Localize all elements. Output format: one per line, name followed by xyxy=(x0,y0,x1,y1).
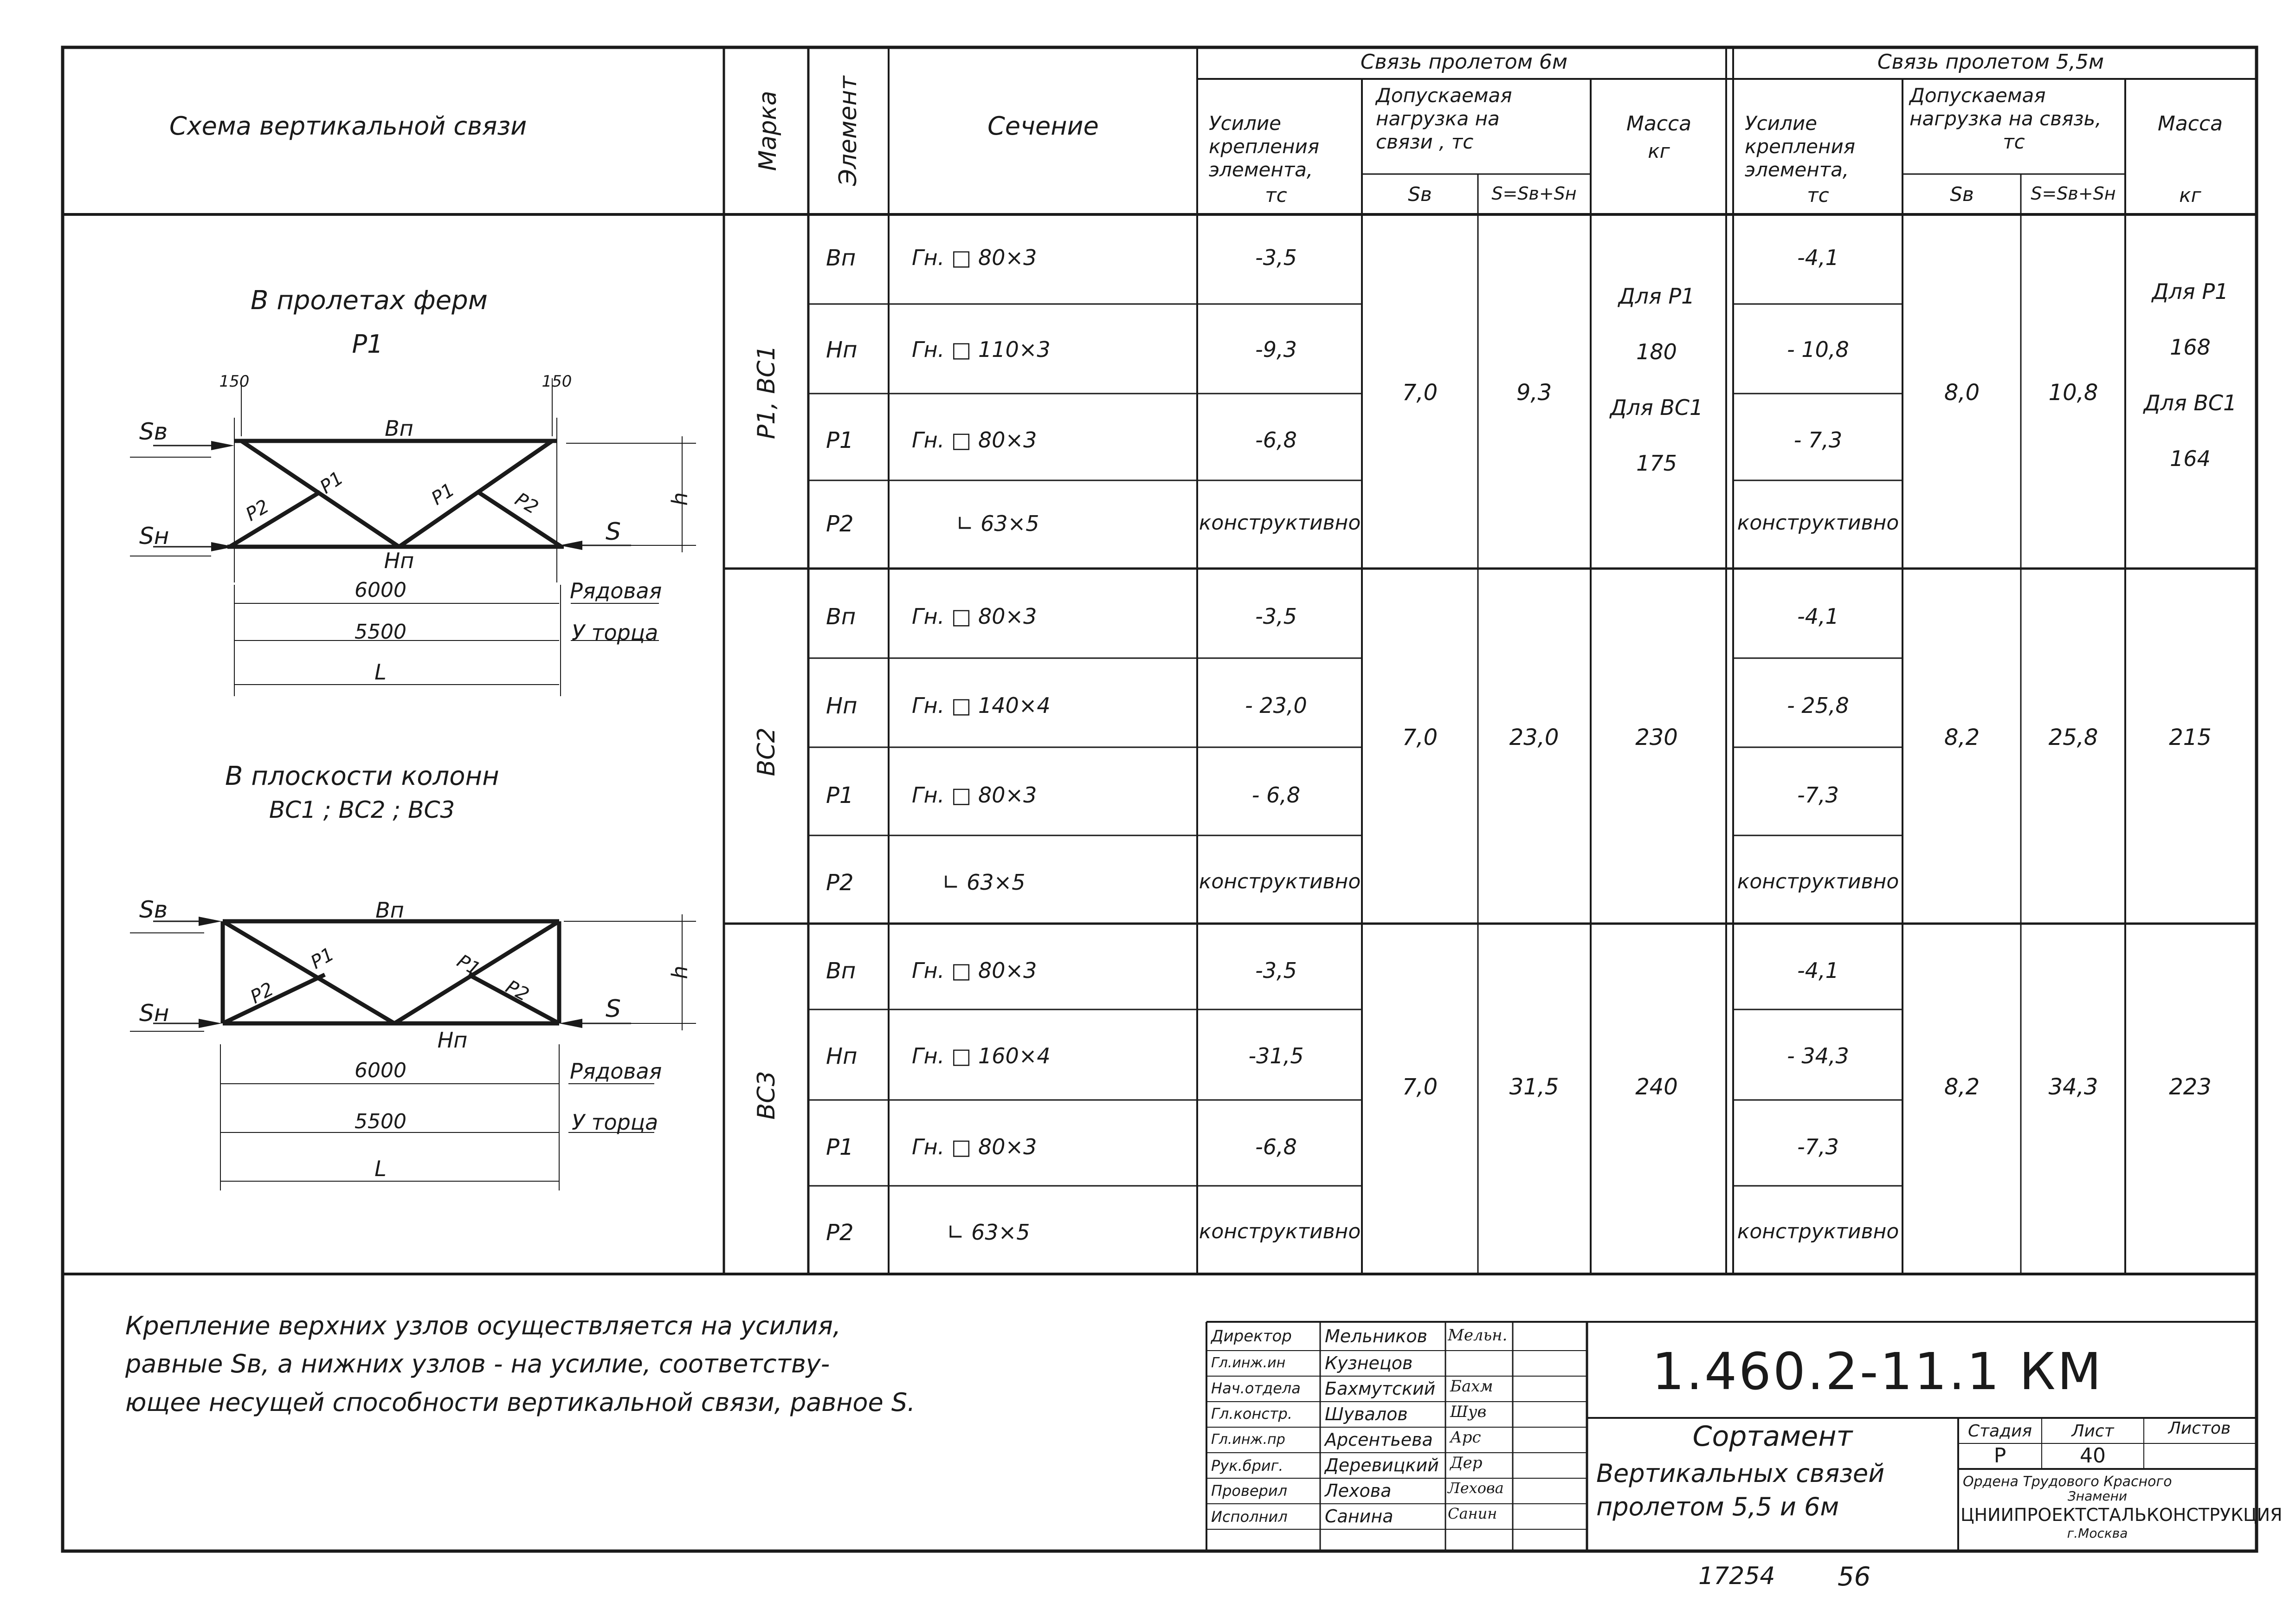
sv-55-header: Sв xyxy=(1950,183,1974,206)
g1-m55-l2: 168 xyxy=(2170,335,2211,360)
list-label: Лист xyxy=(2071,1422,2114,1441)
g3-r1-el: Вп xyxy=(826,958,856,984)
g1-r2-u6: -9,3 xyxy=(1255,337,1297,362)
org-city: г.Москва xyxy=(2067,1526,2128,1541)
g3-r1-sec: Гн. □ 80×3 xyxy=(912,958,1037,983)
dopusk-6-l1: Допускаемая xyxy=(1376,84,1512,107)
g1-m55-l1: Для Р1 xyxy=(2152,279,2229,304)
g1-r1-el: Вп xyxy=(826,245,856,271)
marka-g3: ВС3 xyxy=(753,1071,780,1120)
doc-code: 1.460.2-11.1 КМ xyxy=(1652,1342,2103,1401)
note-line-3: ющее несущей способности вертикальной связи, равное S. xyxy=(125,1388,916,1417)
g3-s6: 31,5 xyxy=(1509,1074,1559,1100)
g3-r2-u55: - 34,3 xyxy=(1787,1043,1849,1068)
g1-r4-u6: конструктивно xyxy=(1199,511,1361,535)
s-sum-6-header: S=Sв+Sн xyxy=(1491,183,1577,204)
g1-r3-el: Р1 xyxy=(826,427,854,453)
d1-sv: Sв xyxy=(139,418,168,445)
stamp-role-1: Директор xyxy=(1211,1327,1292,1345)
usilie-6-l1: Усилие xyxy=(1209,112,1281,135)
g3-r1-u6: -3,5 xyxy=(1255,958,1297,983)
d1-p1-left: Р1 xyxy=(316,467,348,498)
stamp-name-6: Деревицкий xyxy=(1325,1455,1439,1475)
footer-number-2: 56 xyxy=(1838,1562,1871,1592)
note-line-1: Крепление верхних узлов осуществляется на усилия, xyxy=(125,1311,841,1340)
d1-p1-right: Р1 xyxy=(427,479,459,510)
g3-r3-sec: Гн. □ 80×3 xyxy=(912,1134,1037,1159)
g2-sv55: 8,2 xyxy=(1944,724,1980,750)
usilie-55-l4: тс xyxy=(1807,184,1829,207)
d1-np: Нп xyxy=(384,548,414,573)
g1-m55-l3: Для ВС1 xyxy=(2143,390,2237,415)
g3-r2-el: Нп xyxy=(826,1043,858,1069)
g3-m55: 223 xyxy=(2169,1074,2212,1100)
stamp-signature-8: Санин xyxy=(1448,1505,1497,1522)
g2-r1-sec: Гн. □ 80×3 xyxy=(912,604,1037,629)
org-mid: Знамени xyxy=(2067,1488,2128,1504)
g1-r4-sec: ∟ 63×5 xyxy=(956,511,1039,536)
g1-m55-l4: 164 xyxy=(2170,446,2211,471)
g2-r1-u55: -4,1 xyxy=(1797,604,1839,629)
d2-p1-left: Р1 xyxy=(307,943,338,974)
d1-dim150b: 150 xyxy=(542,372,572,391)
d2-p1-right: Р1 xyxy=(453,950,484,981)
stamp-name-3: Бахмутский xyxy=(1325,1378,1436,1399)
d2-h: h xyxy=(667,965,692,979)
g1-r1-u6: -3,5 xyxy=(1255,245,1297,270)
g1-s6: 9,3 xyxy=(1516,380,1552,406)
g3-s55: 34,3 xyxy=(2048,1074,2098,1100)
d1-L: L xyxy=(374,660,387,685)
stamp-role-8: Исполнил xyxy=(1211,1508,1288,1526)
g1-r3-u55: - 7,3 xyxy=(1793,427,1843,453)
g2-s6: 23,0 xyxy=(1509,724,1559,750)
stamp-name-4: Шувалов xyxy=(1325,1404,1408,1424)
g1-r3-u6: -6,8 xyxy=(1255,427,1297,453)
g1-sv6: 7,0 xyxy=(1402,380,1438,406)
g1-r3-sec: Гн. □ 80×3 xyxy=(912,427,1037,453)
g3-r4-u55: конструктивно xyxy=(1737,1220,1899,1243)
dopusk-55-l1: Допускаемая xyxy=(1909,84,2046,107)
d1-sub: Р1 xyxy=(352,330,383,359)
stamp-name-1: Мельников xyxy=(1325,1326,1427,1346)
d1-p2-right: Р2 xyxy=(511,488,542,519)
g1-r4-u55: конструктивно xyxy=(1737,511,1899,535)
stamp-role-3: Нач.отдела xyxy=(1211,1379,1301,1397)
d2-6000: 6000 xyxy=(355,1059,406,1082)
g3-r4-sec: ∟ 63×5 xyxy=(947,1220,1030,1245)
g3-r1-u55: -4,1 xyxy=(1797,958,1839,983)
g2-r1-u6: -3,5 xyxy=(1255,604,1297,629)
stamp-signature-1: Мельн. xyxy=(1448,1326,1508,1345)
stadiya-value: Р xyxy=(1993,1444,2006,1468)
stamp-role-4: Гл.констр. xyxy=(1211,1405,1292,1423)
dopusk-55-l2: нагрузка на связь, xyxy=(1909,107,2102,130)
g3-r2-u6: -31,5 xyxy=(1248,1043,1304,1068)
stamp-signature-7: Лехова xyxy=(1448,1479,1504,1497)
stamp-name-8: Санина xyxy=(1325,1506,1393,1526)
stamp-name-2: Кузнецов xyxy=(1325,1353,1413,1373)
g3-r4-el: Р2 xyxy=(826,1220,854,1246)
g3-r2-sec: Гн. □ 160×4 xyxy=(912,1043,1051,1068)
d2-vp: Вп xyxy=(375,898,404,923)
d2-s: S xyxy=(606,995,621,1023)
stamp-signature-5: Арс xyxy=(1450,1428,1481,1447)
usilie-55-l2: крепления xyxy=(1745,135,1856,158)
g2-m6: 230 xyxy=(1635,724,1678,750)
d2-sub: ВС1 ; ВС2 ; ВС3 xyxy=(269,796,455,823)
stamp-role-7: Проверил xyxy=(1211,1482,1288,1500)
d1-h: h xyxy=(667,492,692,506)
d2-np: Нп xyxy=(437,1028,468,1053)
g2-r4-u55: конструктивно xyxy=(1737,870,1899,893)
g2-r3-sec: Гн. □ 80×3 xyxy=(912,783,1037,808)
d2-5500: 5500 xyxy=(355,1110,406,1133)
stamp-role-6: Рук.бриг. xyxy=(1211,1457,1283,1475)
g2-r3-el: Р1 xyxy=(826,783,854,808)
d1-p2-left: Р2 xyxy=(242,495,273,526)
g3-sv6: 7,0 xyxy=(1402,1074,1438,1100)
d1-dim150a: 150 xyxy=(219,372,250,391)
doc-title-2: Вертикальных связей xyxy=(1596,1459,1885,1488)
d2-p2-right: Р2 xyxy=(502,976,533,1006)
g2-sv6: 7,0 xyxy=(1402,724,1438,750)
g1-s55: 10,8 xyxy=(2048,380,2098,406)
stamp-role-2: Гл.инж.ин xyxy=(1211,1355,1286,1371)
g1-m6-l1: Для Р1 xyxy=(1618,284,1695,309)
list-value: 40 xyxy=(2080,1444,2106,1468)
massa-55-header: Масса xyxy=(2157,112,2223,136)
footer-number-1: 17254 xyxy=(1698,1562,1775,1590)
marka-g2: ВС2 xyxy=(753,727,780,776)
g2-m55: 215 xyxy=(2169,724,2212,750)
kg-55-header: кг xyxy=(2179,184,2201,207)
usilie-6-l3: элемента, xyxy=(1209,158,1313,181)
col-marka: Марка xyxy=(754,91,782,171)
g3-r3-u6: -6,8 xyxy=(1255,1134,1297,1159)
d1-s: S xyxy=(606,518,621,546)
dopusk-6-l3: связи , тс xyxy=(1376,130,1474,153)
d1-6000: 6000 xyxy=(355,578,406,602)
d2-L: L xyxy=(374,1156,387,1181)
d1-5500: 5500 xyxy=(355,620,406,644)
org-main: ЦНИИПРОЕКТСТАЛЬКОНСТРУКЦИЯ xyxy=(1961,1505,2283,1525)
g2-r4-u6: конструктивно xyxy=(1199,870,1361,893)
d1-u-torca: У торца xyxy=(572,620,658,645)
massa-6-header: Масса xyxy=(1626,112,1692,136)
doc-title-3: пролетом 5,5 и 6м xyxy=(1596,1492,1839,1521)
d1-sn: Sн xyxy=(139,523,169,550)
g2-r3-u55: -7,3 xyxy=(1797,783,1839,808)
usilie-55-l3: элемента, xyxy=(1745,158,1849,181)
stamp-signature-6: Дер xyxy=(1450,1454,1483,1472)
kg-6-header: кг xyxy=(1648,140,1670,162)
usilie-6-l4: тс xyxy=(1265,184,1287,207)
g2-r2-el: Нп xyxy=(826,693,858,719)
g3-r4-u6: конструктивно xyxy=(1199,1220,1361,1243)
stamp-signature-4: Шув xyxy=(1450,1403,1487,1421)
g2-r2-u6: - 23,0 xyxy=(1245,693,1307,718)
g1-m6-l4: 175 xyxy=(1636,451,1677,476)
g1-m6-l3: Для ВС1 xyxy=(1610,395,1703,420)
g2-r4-sec: ∟ 63×5 xyxy=(942,870,1025,895)
g3-sv55: 8,2 xyxy=(1944,1074,1980,1100)
g2-r2-u55: - 25,8 xyxy=(1787,693,1849,718)
group-55m-header: Связь пролетом 5,5м xyxy=(1877,50,2104,74)
stamp-role-5: Гл.инж.пр xyxy=(1211,1431,1285,1448)
listov-label: Листов xyxy=(2168,1419,2231,1438)
stamp-signature-3: Бахм xyxy=(1450,1377,1493,1396)
schema-title: Схема вертикальной связи xyxy=(169,111,527,141)
d2-sn: Sн xyxy=(139,1000,169,1027)
stamp-name-5: Арсентьева xyxy=(1325,1429,1433,1450)
g1-r2-sec: Гн. □ 110×3 xyxy=(912,337,1051,362)
g1-r2-el: Нп xyxy=(826,337,858,363)
g3-m6: 240 xyxy=(1635,1074,1678,1100)
sv-6-header: Sв xyxy=(1408,183,1432,206)
stamp-name-7: Лехова xyxy=(1325,1481,1392,1501)
stadiya-label: Стадия xyxy=(1967,1422,2032,1441)
g1-r1-sec: Гн. □ 80×3 xyxy=(912,245,1037,270)
note-line-2: равные Sв, а нижних узлов - на усилие, соответству- xyxy=(125,1349,830,1378)
d1-vp: Вп xyxy=(385,416,413,441)
g3-r3-el: Р1 xyxy=(826,1134,854,1160)
usilie-6-l2: крепления xyxy=(1209,135,1320,158)
g2-r3-u6: - 6,8 xyxy=(1251,783,1301,808)
g1-r1-u55: -4,1 xyxy=(1797,245,1839,270)
d1-title: В пролетах ферм xyxy=(251,285,488,316)
marka-g1: Р1, ВС1 xyxy=(753,345,780,440)
d2-sv: Sв xyxy=(139,896,168,923)
g2-r4-el: Р2 xyxy=(826,870,854,896)
g1-r4-el: Р2 xyxy=(826,511,854,537)
col-element: Элемент xyxy=(834,76,862,186)
group-6m-header: Связь пролетом 6м xyxy=(1360,50,1568,74)
dopusk-6-l2: нагрузка на xyxy=(1376,107,1500,130)
g2-r1-el: Вп xyxy=(826,604,856,630)
d2-title: В плоскости колонн xyxy=(225,761,499,791)
usilie-55-l1: Усилие xyxy=(1745,112,1817,135)
dopusk-55-l3: тс xyxy=(2003,130,2025,153)
doc-title-1: Сортамент xyxy=(1692,1420,1853,1453)
g1-r2-u55: - 10,8 xyxy=(1787,337,1849,362)
g1-sv55: 8,0 xyxy=(1944,380,1980,406)
g3-r3-u55: -7,3 xyxy=(1797,1134,1839,1159)
d2-ryadovaya: Рядовая xyxy=(570,1059,662,1084)
s-sum-55-header: S=Sв+Sн xyxy=(2031,183,2116,204)
d1-ryadovaya: Рядовая xyxy=(570,578,662,603)
org-top: Ордена Трудового Красного xyxy=(1963,1474,2172,1490)
g2-r2-sec: Гн. □ 140×4 xyxy=(912,693,1051,718)
d2-p2-left: Р2 xyxy=(247,978,277,1008)
g1-m6-l2: 180 xyxy=(1636,339,1677,364)
d2-u-torca: У торца xyxy=(572,1110,658,1135)
g2-s55: 25,8 xyxy=(2048,724,2098,750)
col-sechenie: Сечение xyxy=(987,111,1099,141)
